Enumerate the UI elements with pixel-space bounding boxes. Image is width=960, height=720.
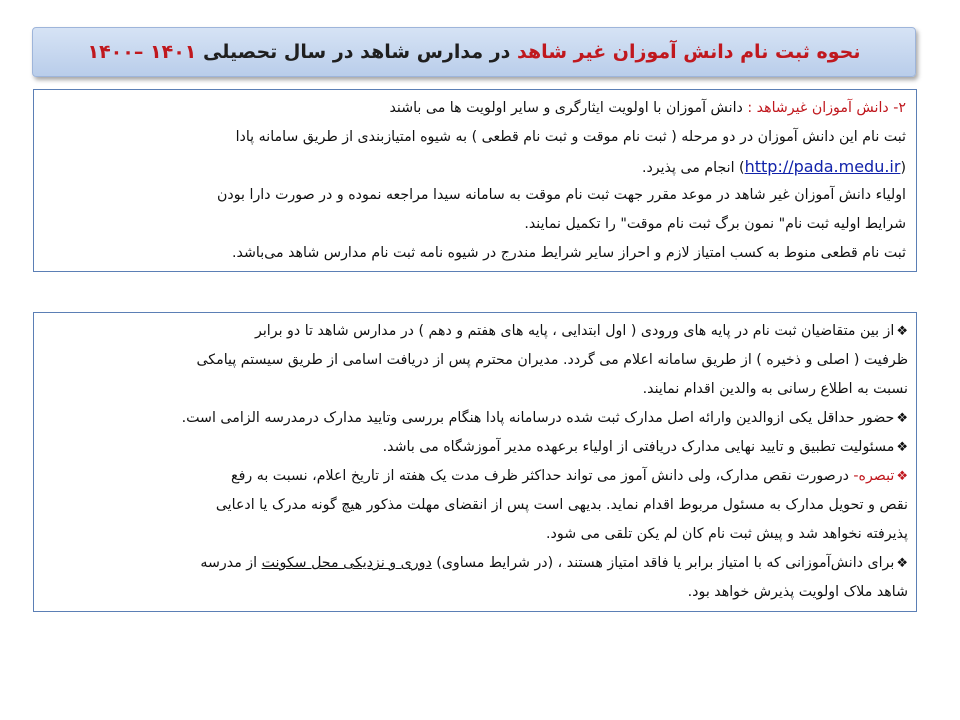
rule-1-line1 xyxy=(44,317,908,346)
rule-2 xyxy=(44,404,908,433)
rule-5-text-end: از مدرسه xyxy=(200,555,262,571)
rule-5-line2: شاهد ملاک اولویت پذیرش خواهد بود. xyxy=(687,584,908,600)
rule-3-text: مسئولیت تطبیق و تایید نهایی مدارک دریافتی از اولیاء برعهده مدیر آموزشگاه می باشد. xyxy=(382,439,895,455)
title-banner xyxy=(32,27,916,77)
section-heading: ۲- دانش آموزان غیرشاهد : xyxy=(747,100,906,116)
box1-line6: ثبت نام قطعی منوط به کسب امتیاز لازم و احراز سایر شرایط مندرج در شیوه نامه ثبت نام مدارس شاهد می‌باشد. xyxy=(232,245,906,261)
diamond-bullet-icon: ❖ xyxy=(896,324,908,339)
diamond-bullet-icon: ❖ xyxy=(896,440,908,455)
note-line3: پذیرفته نخواهد شد و پیش ثبت نام کان لم یکن تلقی می شود. xyxy=(546,526,908,542)
non-shahed-students-box xyxy=(33,89,917,272)
box1-line1 xyxy=(44,94,906,123)
box1-line1-text: دانش آموزان با اولویت ایثارگری و سایر اولویت ها می باشند xyxy=(389,100,748,116)
title-year: ۱۴۰۱ –۱۴۰۰ xyxy=(87,41,197,63)
rule-1-text: از بین متقاضیان ثبت نام در پایه های ورودی ( اول ابتدایی ، پایه های هفتم و دهم ) در مدارس شاهد تا دو برابر xyxy=(255,323,895,339)
diamond-bullet-icon: ❖ xyxy=(896,411,908,426)
box1-line2: ثبت نام این دانش آموزان در دو مرحله ( ثبت نام موقت و ثبت نام قطعی ) به شیوه امتیازبندی از طریق سامانه پادا xyxy=(235,129,906,145)
title-part1: نحوه ثبت نام دانش آموزان غیر شاهد xyxy=(510,41,861,63)
rule-2-text: حضور حداقل یکی ازوالدین وارائه اصل مدارک ثبت شده درسامانه پادا هنگام بررسی وتایید مدارک درمدرسه الزامی است. xyxy=(181,410,895,426)
title-part2: در مدارس شاهد در سال تحصیلی xyxy=(196,41,511,63)
box1-line4: اولیاء دانش آموزان غیر شاهد در موعد مقرر جهت ثبت نام موقت به سامانه سیدا مراجعه نموده و در صورت دارا بودن xyxy=(216,187,906,203)
box1-line3 xyxy=(44,152,906,181)
rule-1-line2: ظرفیت ( اصلی و ذخیره ) از طریق سامانه اعلام می گردد. مدیران محترم پس از دریافت اسامی از طریق سیستم پیامکی xyxy=(196,352,908,368)
rule-5-text: برای دانش‌آموزانی که با امتیاز برابر یا فاقد امتیاز هستند ، (در شرایط مساوی) xyxy=(431,555,895,571)
rule-5-line1 xyxy=(44,549,908,578)
note-label: تبصره- xyxy=(853,468,895,484)
note-line2: نقص و تحویل مدارک به مسئول مربوط اقدام نماید. بدیهی است پس از انقضای مهلت مذکور هیچ گونه مدرک یا ادعایی xyxy=(215,497,908,513)
rule-5-underlined: دوری و نزدیکی محل سکونت xyxy=(261,555,432,571)
box1-line3-text: ) انجام می پذیرد. xyxy=(641,160,745,176)
paren-open: ( xyxy=(900,160,906,176)
rule-1-line3: نسبت به اطلاع رسانی به والدین اقدام نمایند. xyxy=(642,381,908,397)
note-line1 xyxy=(44,462,908,491)
rule-3 xyxy=(44,433,908,462)
diamond-bullet-icon: ❖ xyxy=(896,469,908,484)
diamond-bullet-icon: ❖ xyxy=(896,556,908,571)
note-text: درصورت نقص مدارک، ولی دانش آموز می تواند حداکثر ظرف مدت یک هفته از تاریخ اعلام، نسبت به رفع xyxy=(231,468,854,484)
page-title xyxy=(87,41,860,63)
box1-line5: شرایط اولیه ثبت نام" نمون برگ ثبت نام موقت" را تکمیل نمایند. xyxy=(524,216,906,232)
registration-rules-box xyxy=(33,312,917,612)
pada-link[interactable]: http://pada.medu.ir xyxy=(744,157,901,176)
